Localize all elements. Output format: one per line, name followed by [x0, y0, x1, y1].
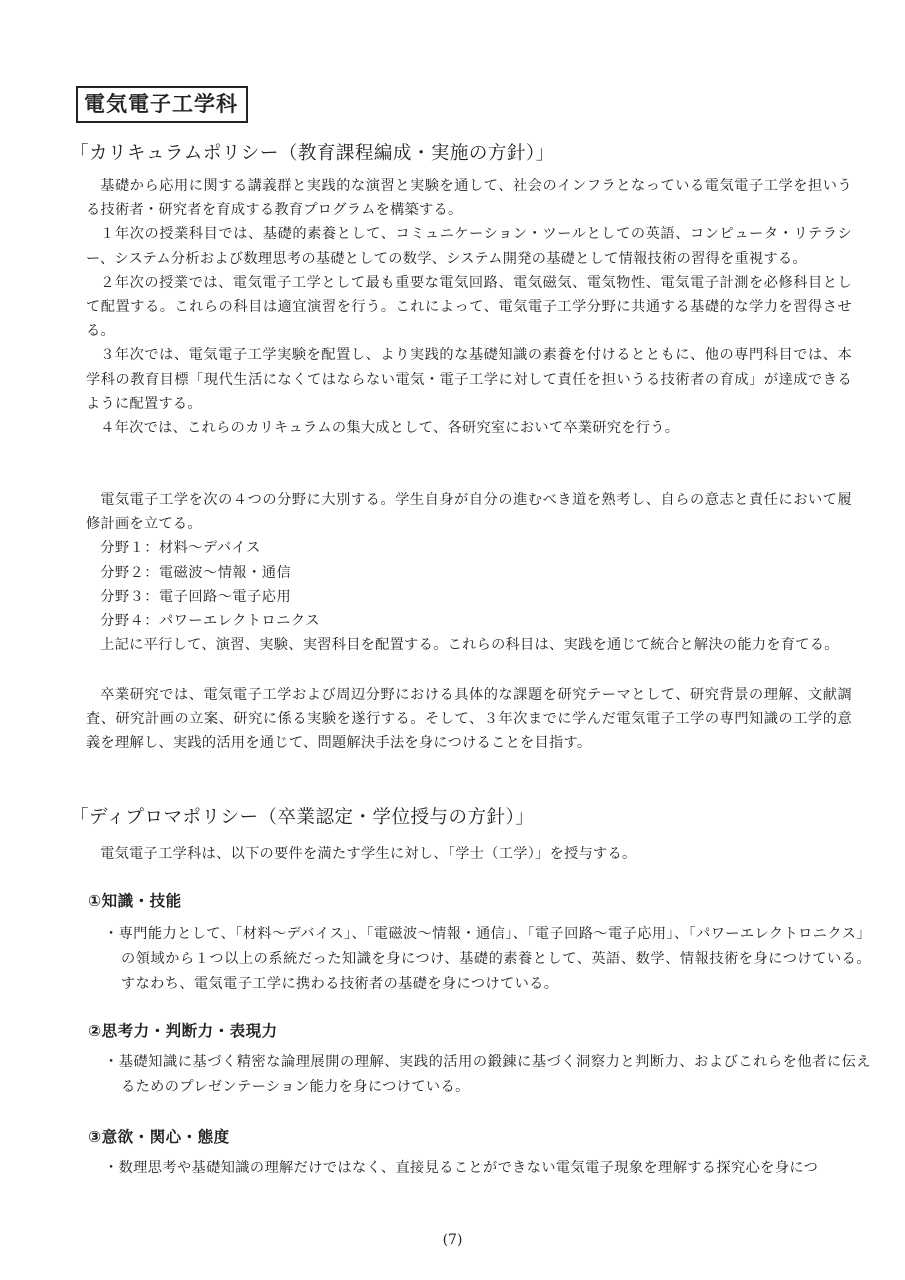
fields-section: [86, 488, 852, 657]
curriculum-paragraph: ３年次では、電気電子工学実験を配置し、より実践的な基礎知識の素養を付けるとともに、他の専門科目では、本学科の教育目標「現代生活になくてはならない電気・電子工学に対して責任を担いうる技術者の育成」が達成できるように配置する。: [86, 347, 852, 412]
motivation-attitude-bullet: ・数理思考や基礎知識の理解だけではなく、直接見ることができない電気電子現象を理解する探究心を身につ: [104, 1160, 819, 1176]
department-title: 電気電子工学科: [76, 86, 248, 123]
field-item: 分野１：材料～デバイス: [100, 540, 261, 557]
motivation-attitude-heading: ③意欲・関心・態度: [88, 1128, 230, 1146]
curriculum-paragraph: ４年次では、これらのカリキュラムの集大成として、各研究室において卒業研究を行う。: [100, 420, 680, 437]
graduation-research-paragraph: 卒業研究では、電気電子工学および周辺分野における具体的な課題を研究テーマとして、研究背景の理解、文献調査、研究計画の立案、研究に係る実験を遂行する。そして、３年次までに学んだ電気電子工学の専門知識の工学的意義を理解し、実践的活用を通じて、問題解決手法を身につけることを目指す。: [86, 687, 852, 752]
fields-note: 上記に平行して、演習、実験、実習科目を配置する。これらの科目は、実践を通じて統合と解決の能力を育てる。: [100, 637, 839, 654]
thinking-judgement-bullet: ・基礎知識に基づく精密な論理展開の理解、実践的活用の鍛錬に基づく洞察力と判断力、およびこれらを他者に伝えるためのプレゼンテーション能力を身につけている。: [104, 1054, 871, 1095]
field-item: 分野２：電磁波～情報・通信: [100, 564, 292, 581]
diploma-policy-heading: 「ディプロマポリシー（卒業認定・学位授与の方針）」: [70, 807, 535, 828]
curriculum-paragraph: １年次の授業科目では、基礎的素養として、コミュニケーション・ツールとしての英語、コンピュータ・リテラシー、システム分析および数理思考の基礎としての数学、システム開発の基礎として情報技術の習得を重視する。: [86, 226, 852, 267]
knowledge-skills-heading: ①知識・技能: [88, 892, 182, 910]
page-number: (7): [442, 1232, 463, 1248]
curriculum-policy-body: [86, 174, 852, 440]
field-item: 分野３：電子回路～電子応用: [100, 588, 292, 605]
curriculum-policy-heading: 「カリキュラムポリシー（教育課程編成・実施の方針）」: [70, 143, 555, 164]
curriculum-paragraph: 基礎から応用に関する講義群と実践的な演習と実験を通して、社会のインフラとなっている電気電子工学を担いうる技術者・研究者を育成する教育プログラムを構築する。: [86, 178, 852, 219]
diploma-policy-intro: 電気電子工学科は、以下の要件を満たす学生に対し、「学士（工学）」を授与する。: [100, 846, 637, 862]
curriculum-paragraph: ２年次の授業では、電気電子工学として最も重要な電気回路、電気磁気、電気物性、電気電子計測を必修科目として配置する。これらの科目は適宜演習を行う。これによって、電気電子工学分野に共通する基礎的な学力を習得させる。: [86, 274, 852, 340]
fields-intro: 電気電子工学を次の４つの分野に大別する。学生自身が自分の進むべき道を熟考し、自らの意志と責任において履修計画を立てる。: [86, 492, 852, 533]
graduation-research-section: [86, 683, 852, 756]
knowledge-skills-bullet: ・専門能力として、「材料～デバイス」、「電磁波～情報・通信」、「電子回路～電子応用」、「パワーエレクトロニクス」の領域から１つ以上の系統だった知識を身につけ、基礎的素養として、英語、数学、情報技術を身につけている。すなわち、電気電子工学に携わる技術者の基礎を身につけている。: [104, 926, 871, 992]
thinking-judgement-heading: ②思考力・判断力・表現力: [88, 1022, 278, 1040]
fields-list: [86, 536, 852, 633]
field-item: 分野４：パワーエレクトロニクス: [100, 613, 321, 630]
